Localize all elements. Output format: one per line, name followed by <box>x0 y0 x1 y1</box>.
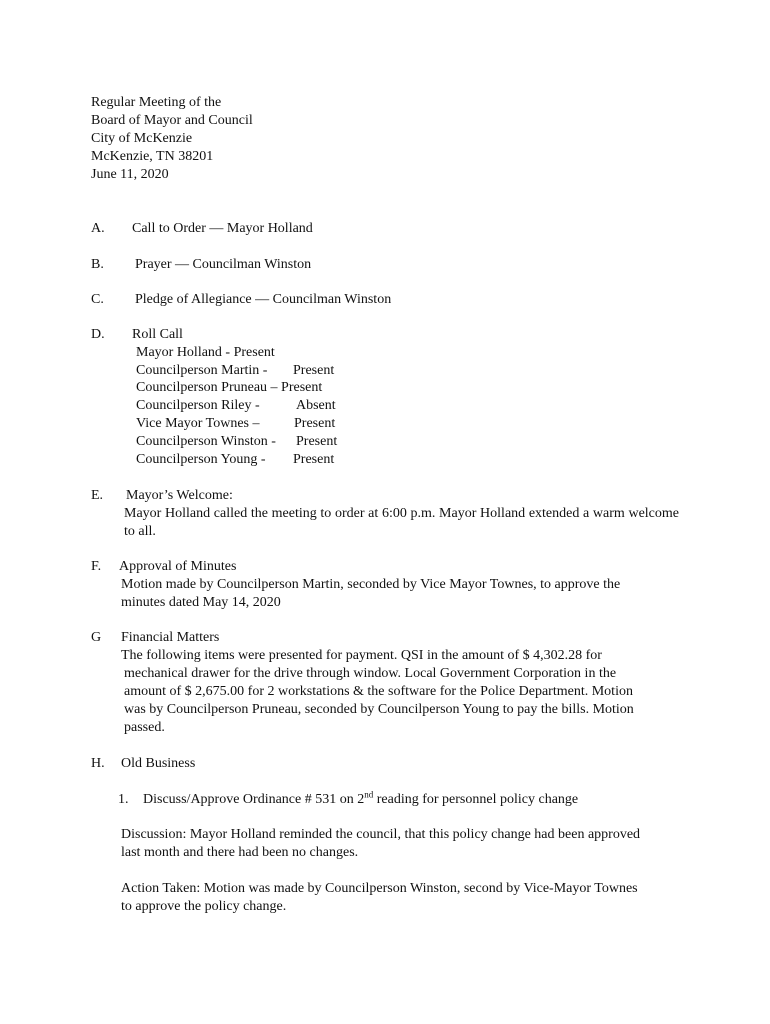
section-e-title: Mayor’s Welcome: <box>126 488 233 503</box>
section-h-title: Old Business <box>121 756 196 771</box>
roll-call-name: Councilperson Riley - <box>136 398 260 413</box>
roll-call-entry <box>136 379 322 397</box>
section-b-letter: B. <box>91 257 104 272</box>
roll-call-entry <box>136 344 275 362</box>
section-g-letter: G <box>91 630 102 645</box>
item-text-before: Discuss/Approve Ordinance # 531 on 2 <box>143 792 365 807</box>
roll-call-entry <box>136 415 336 433</box>
section-f-body-line1: Motion made by Councilperson Martin, seconded by Vice Mayor Townes, to approve the <box>121 577 621 592</box>
section-c-text: Pledge of Allegiance — Councilman Winston <box>135 292 392 307</box>
header-line-meeting: Regular Meeting of the <box>91 95 222 110</box>
roll-call-name: Councilperson Young - <box>136 452 266 467</box>
section-g-title: Financial Matters <box>121 630 220 645</box>
section-a-letter: A. <box>91 221 105 236</box>
section-h-letter: H. <box>91 756 105 771</box>
roll-call-name: Councilperson Winston - <box>136 434 276 449</box>
roll-call-name: Vice Mayor Townes – <box>136 416 260 431</box>
action-taken-line1: Action Taken: Motion was made by Councilperson Winston, second by Vice-Mayor Townes <box>121 881 638 896</box>
header-line-date: June 11, 2020 <box>91 167 169 182</box>
section-e-body: Mayor Holland called the meeting to order at 6:00 p.m. Mayor Holland extended a warm welcome to all. <box>124 506 679 539</box>
old-business-item-text <box>143 791 578 809</box>
roll-call-status: Present <box>294 416 336 431</box>
section-g-body-line1: The following items were presented for payment. QSI in the amount of $ 4,302.28 for <box>121 648 602 663</box>
roll-call-status: Absent <box>296 398 336 413</box>
section-b-text: Prayer — Councilman Winston <box>135 257 312 272</box>
section-d-letter: D. <box>91 327 105 342</box>
section-g-body-line3: amount of $ 2,675.00 for 2 workstations & the software for the Police Department. Motion <box>124 684 633 699</box>
discussion-line2: last month and there had been no changes. <box>121 845 359 860</box>
section-g-body-line2: mechanical drawer for the drive through window. Local Government Corporation in the <box>124 666 617 681</box>
header-line-city: City of McKenzie <box>91 131 193 146</box>
roll-call-entry <box>136 397 336 415</box>
section-g-body-line5: passed. <box>124 720 165 735</box>
section-d-title: Roll Call <box>132 327 183 342</box>
roll-call-entry <box>136 362 335 380</box>
section-f-title: Approval of Minutes <box>119 559 237 574</box>
item-text-after: reading for personnel policy change <box>373 792 579 807</box>
roll-call-entry <box>136 451 335 469</box>
old-business-item-number: 1. <box>118 792 129 807</box>
roll-call-name: Mayor Holland - Present <box>136 345 275 360</box>
section-a-text: Call to Order — Mayor Holland <box>132 221 313 236</box>
roll-call-name: Councilperson Martin - <box>136 363 268 378</box>
section-e-letter: E. <box>91 488 104 503</box>
roll-call-name: Councilperson Pruneau – Present <box>136 380 323 395</box>
section-f-letter: F. <box>91 559 102 574</box>
roll-call-entry <box>136 433 338 451</box>
roll-call-status: Present <box>293 452 335 467</box>
section-g-body-line4: was by Councilperson Pruneau, seconded by Councilperson Young to pay the bills. Motion <box>124 702 634 717</box>
header-line-address: McKenzie, TN 38201 <box>91 149 214 164</box>
header-line-board: Board of Mayor and Council <box>91 113 253 128</box>
roll-call-status: Present <box>296 434 338 449</box>
roll-call-status: Present <box>293 363 335 378</box>
section-c-letter: C. <box>91 292 104 307</box>
section-f-body-line2: minutes dated May 14, 2020 <box>121 595 281 610</box>
ordinal-superscript: nd <box>364 789 374 800</box>
discussion-line1: Discussion: Mayor Holland reminded the council, that this policy change had been approved <box>121 827 641 842</box>
action-taken-line2: to approve the policy change. <box>121 899 287 914</box>
